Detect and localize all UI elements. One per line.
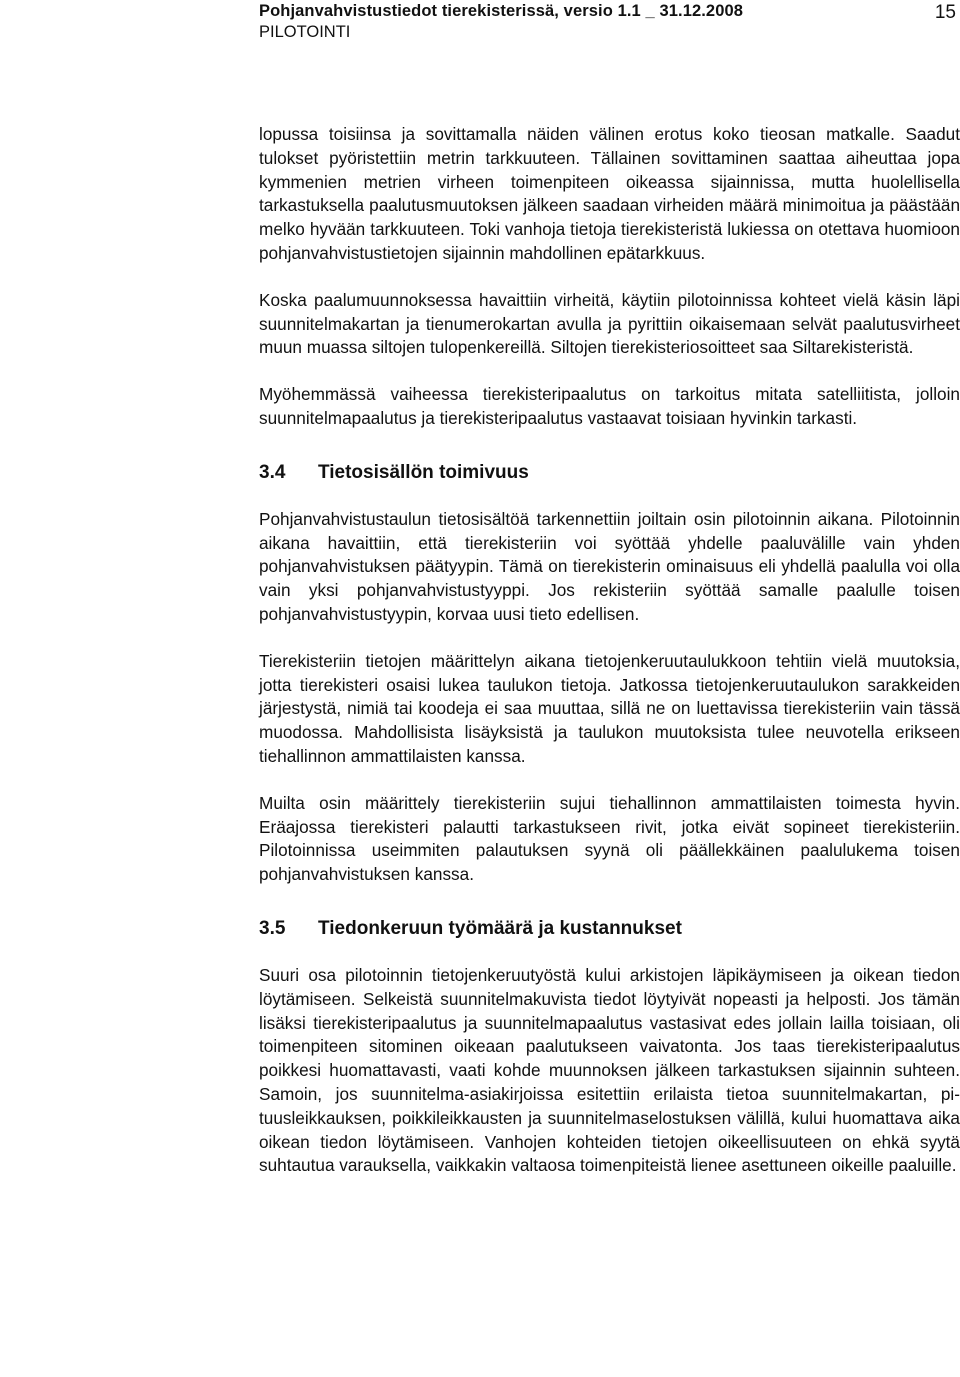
document-title: Pohjanvahvistustiedot tierekisterissä, versio 1.1 _ 31.12.2008 [259, 2, 744, 20]
paragraph: Suuri osa pilotoinnin tietojenkeruutyöstä kului arkistojen läpikäymiseen ja oikean tiedon löytämiseen. Selkeistä suunnitelmakuvista tiedot löytyivät nopeasti ja helposti. Jos tämän lisäksi tierekisteripaalutus ja suunnitelmapaalutus vastasivat edes jollain lailla toisiaan, oli toimenpiteen sitominen oikeaan paalutukseen vaivatonta. Jos taas tierekisteripaalutus poikkesi huomattavasti, vaati kohde muunnoksen jälkeen tarkastuksen sijainnin suhteen. Samoin, jos suunnitelma-asiakirjoissa esitettiin erilaista tietoa suunnitelmakartan, pituusleikkauksen, poikkileikkausten ja suunnitelmaselostuksen välillä, kului huomattava aika oikean tiedon löytämiseen. Vanhojen kohteiden tietojen oikeellisuuteen on ehkä syytä suhtautua varauksella, vaikkakin valtaosa toimenpiteistä lienee asettuneen oikeille paaluille. [259, 964, 960, 1176]
paragraph: Myöhemmässä vaiheessa tierekisteripaalutus on tarkoitus mitata satelliitista, jolloin suunnitelmapaalutus ja tierekisteripaalutus vastaavat toisiaan hyvinkin tarkasti. [259, 384, 960, 428]
page-header [259, 0, 960, 48]
section-title: Tietosisällön toimivuus [318, 461, 529, 483]
page-number: 15 [934, 2, 956, 23]
paragraph: Muilta osin määrittely tierekisteriin sujui tiehallinnon ammattilaisten toimesta hyvin. Eräajossa tierekisteri palautti tarkastukseen rivit, jotka eivät sopineet tierekisteriin. Pilotoinnissa useimmiten palautuksen syynä oli päällekkäinen paalulukema toisen pohjanvahvistuksen kanssa. [259, 792, 960, 885]
paragraph: lopussa toisiinsa ja sovittamalla näiden välinen erotus koko tieosan matkalle. Saadut tulokset pyöristettiin metrin tarkkuuteen. Tällainen sovittaminen saattaa aiheuttaa jopa kymmenien metrien virheen toimenpiteen oikeassa sijainnissa, mutta huolellisella tarkastuksella paalutusmuutoksen jälkeen saadaan virheiden määrä minimoitua ja päästään melko hyvään tarkkuuteen. Toki vanhoja tietoja tierekisteristä lukiessa on otettava huomioon pohjanvahvistustietojen sijainnin mahdollinen epätarkkuus. [259, 124, 960, 263]
paragraph: Pohjanvahvistustaulun tietosisältöä tarkennettiin joiltain osin pilotoinnin aikana. Pilotoinnin aikana havaittiin, että tierekisteriin voi syöttää yhdelle paaluvälille vain yhden pohjanvahvistuksen päätyypin. Tämä on tierekisterin ominaisuus eli yhdellä paalulla voi olla vain yksi pohjanvahvistustyyppi. Jos rekisteriin syöttää samalle paalulle toisen pohjanvahvistustyypin, korvaa uusi tieto edellisen. [259, 508, 960, 624]
section-heading-3-4 [259, 461, 960, 485]
page-body [259, 123, 960, 1201]
document-subtitle: PILOTOINTI [259, 23, 351, 41]
paragraph: Tierekisteriin tietojen määrittelyn aikana tietojenkeruutaulukkoon tehtiin vielä muutoksia, jotta tierekisteri osaisi lukea taulukon tietoja. Jatkossa tietojenkeruutaulukon sarakkeiden järjestystä, nimiä tai koodeja ei saa muuttaa, sillä ne on luettavissa tierekisteriin vain tässä muodossa. Mahdollisista lisäyksistä ja taulukon muutoksista tulee neuvotella erikseen tiehallinnon ammattilaisten kanssa. [259, 650, 960, 766]
section-heading-3-5 [259, 917, 960, 941]
paragraph: Koska paalumuunnoksessa havaittiin virheitä, käytiin pilotoinnissa kohteet vielä käsin läpi suunnitelmakartan ja tienumerokartan avulla ja pyrittiin oikaisemaan selvät paalutusvirheet muun muassa siltojen tulopenkereillä. Siltojen tierekisteriosoitteet saa Siltarekisteristä. [259, 289, 960, 358]
section-title: Tiedonkeruun työmäärä ja kustannukset [318, 917, 682, 939]
section-number: 3.5 [259, 917, 286, 939]
section-number: 3.4 [259, 461, 286, 483]
